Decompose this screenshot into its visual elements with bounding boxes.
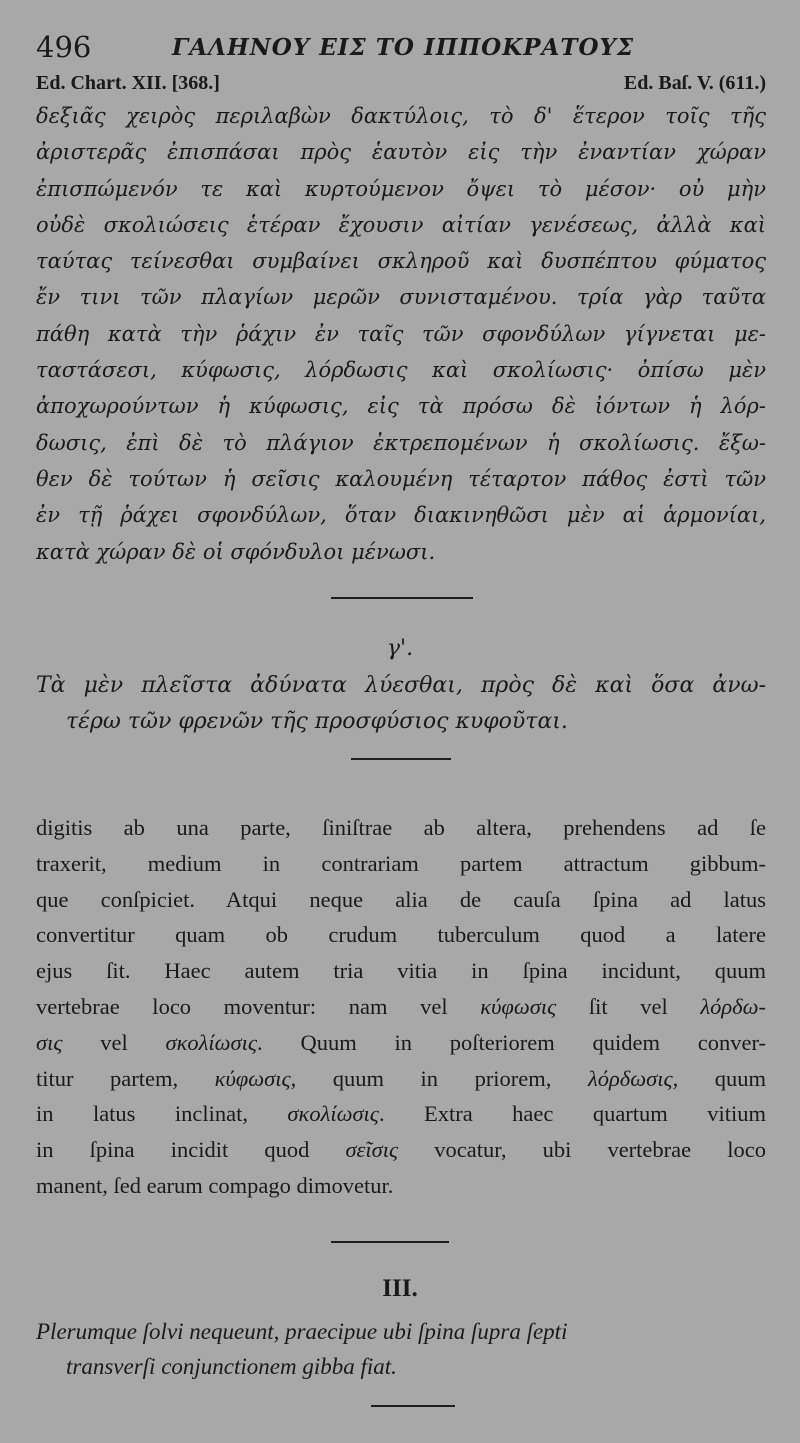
latin-text-line (36, 1168, 766, 1204)
greek-term: κύφωσις (214, 1065, 291, 1091)
latin-aphorism-line: transverſi conjunctionem gibba fiat. (66, 1354, 397, 1379)
section-divider (331, 597, 473, 599)
aphorism-divider-latin (371, 1405, 455, 1407)
latin-text-segment: vel (62, 1029, 166, 1055)
latin-text-segment: convertitur quam ob crudum tuberculum quod a latere (36, 922, 766, 948)
greek-term: σις (36, 1029, 63, 1055)
edition-chartier-ref: Ed. Chart. XII. [368.] (36, 72, 220, 94)
latin-text-segment: in ſpina incidit quod (36, 1137, 346, 1163)
running-title: ΓΑΛΗΝΟΥ ΕΙΣ ΤΟ ΙΠΠΟΚΡΑΤΟΥΣ (172, 34, 635, 61)
aphorism-divider (351, 758, 451, 760)
latin-text-segment: titur partem, (36, 1065, 215, 1091)
greek-term: κύφωσις (480, 993, 557, 1019)
latin-aphorism-line: Plerumque ſolvi nequeunt, praecipue ubi ſpina ſupra ſepti (36, 1319, 568, 1344)
greek-text-line: ἀποχωρούντων ἡ κύφωσις, εἰς τὰ πρόσω δὲ ἰόντων ἡ λόρ- (36, 394, 766, 419)
greek-term: σκολίωσις (287, 1101, 379, 1127)
greek-commentary (36, 98, 766, 570)
latin-text-segment: . Extra haec quartum vitium (378, 1101, 766, 1127)
latin-text-segment: in latus inclinat, (36, 1101, 288, 1127)
latin-text-segment: , quum (672, 1065, 766, 1091)
greek-text-line: κατὰ χώραν δὲ οἱ σφόνδυλοι μένωσι. (36, 539, 436, 564)
greek-text-line: θεν δὲ τούτων ἡ σεῖσις καλουμένη τέταρτον πάθος ἐστὶ τῶν (36, 466, 766, 491)
latin-text-segment: ejus ſit. Haec autem tria vitia in ſpina incidunt, quum (36, 958, 766, 984)
greek-term: λόρδω- (700, 993, 766, 1019)
greek-text-line: δωσις, ἐπὶ δὲ τὸ πλάγιον ἐκτρεπομένων ἡ σκολίωσις. ἔξω- (36, 430, 766, 455)
greek-text-line: ταύτας τείνεσθαι συμβαίνει σκληροῦ καὶ δυσπέπτου φύματος (36, 249, 766, 274)
latin-text-line (36, 917, 766, 953)
latin-text-line (36, 1061, 766, 1097)
greek-text-line: πάθη κατὰ τὴν ῥάχιν ἐν ταῖς τῶν σφονδύλων γίγνεται με- (36, 321, 766, 346)
greek-text-line: ἔν τινι τῶν πλαγίων μερῶν συνισταμένου. τρία γὰρ ταῦτα (36, 285, 766, 310)
greek-section-number: γ'. (386, 636, 414, 661)
greek-text-line: οὐδὲ σκολιώσεις ἑτέραν ἔχουσιν αἰτίαν γενέσεως, ἀλλὰ καὶ (36, 212, 766, 237)
greek-text-line: ἐπισπώμενόν τε καὶ κυρτούμενον ὄψει τὸ μέσον· οὐ μὴν (36, 176, 766, 201)
latin-text-line (36, 1096, 766, 1132)
latin-text-line (36, 953, 766, 989)
section-divider-latin (331, 1241, 449, 1243)
latin-aphorism (36, 1314, 766, 1384)
greek-aphorism-line: τέρω τῶν φρενῶν τῆς προσφύσιος κυφοῦται. (66, 709, 568, 734)
latin-text-segment: manent, ſed earum compago dimovetur. (36, 1172, 394, 1198)
greek-term: σεῖσις (345, 1137, 399, 1163)
running-head (36, 26, 766, 66)
greek-text-line: ἐν τῇ ῥάχει σφονδύλων, ὅταν διακινηθῶσι μὲν αἱ ἁρμονίαι, (36, 503, 766, 528)
latin-text-segment: vertebrae loco moventur: nam vel (36, 993, 481, 1019)
page-number: 496 (36, 30, 92, 64)
greek-aphorism-line: Τὰ μὲν πλεῖστα ἀδύνατα λύεσθαι, πρὸς δὲ καὶ ὅσα ἀνω- (36, 673, 766, 698)
latin-text-segment: que conſpiciet. Atqui neque alia de cauſa ſpina ad latus (36, 886, 766, 912)
greek-text-line: ἀριστερᾶς ἐπισπάσαι πρὸς ἑαυτὸν εἰς τὴν ἐναντίαν χώραν (36, 140, 766, 165)
latin-text-line (36, 989, 766, 1025)
latin-text-segment: vocatur, ubi vertebrae loco (398, 1137, 766, 1163)
latin-text-line (36, 1025, 766, 1061)
edition-basel-ref: Ed. Baſ. V. (611.) (623, 72, 766, 94)
greek-text-line: ταστάσεσι, κύφωσις, λόρδωσις καὶ σκολίωσις· ὀπίσω μὲν (36, 358, 766, 383)
greek-term: σκολίωσις (165, 1029, 258, 1055)
latin-text-line (36, 1132, 766, 1168)
latin-text-segment: ſit vel (556, 993, 701, 1019)
latin-text-segment: , quum in priorem, (290, 1065, 588, 1091)
latin-text-line (36, 810, 766, 846)
latin-section-number: III. (382, 1275, 418, 1302)
latin-text-segment: . Quum in poſteriorem quidem conver- (257, 1029, 766, 1055)
greek-text-line: δεξιᾶς χειρὸς περιλαβὼν δακτύλοις, τὸ δ' ἕτερον τοῖς τῆς (36, 104, 766, 128)
latin-text-line (36, 882, 766, 918)
edition-reference-line (36, 72, 766, 100)
greek-aphorism (36, 668, 766, 740)
latin-commentary (36, 810, 766, 1204)
latin-text-segment: digitis ab una parte, ſiniſtrae ab altera, prehendens ad ſe (36, 815, 766, 840)
latin-text-segment: traxerit, medium in contrariam partem attractum gibbum- (36, 850, 766, 876)
latin-text-line (36, 846, 766, 882)
greek-term: λόρδωσις (587, 1065, 673, 1091)
